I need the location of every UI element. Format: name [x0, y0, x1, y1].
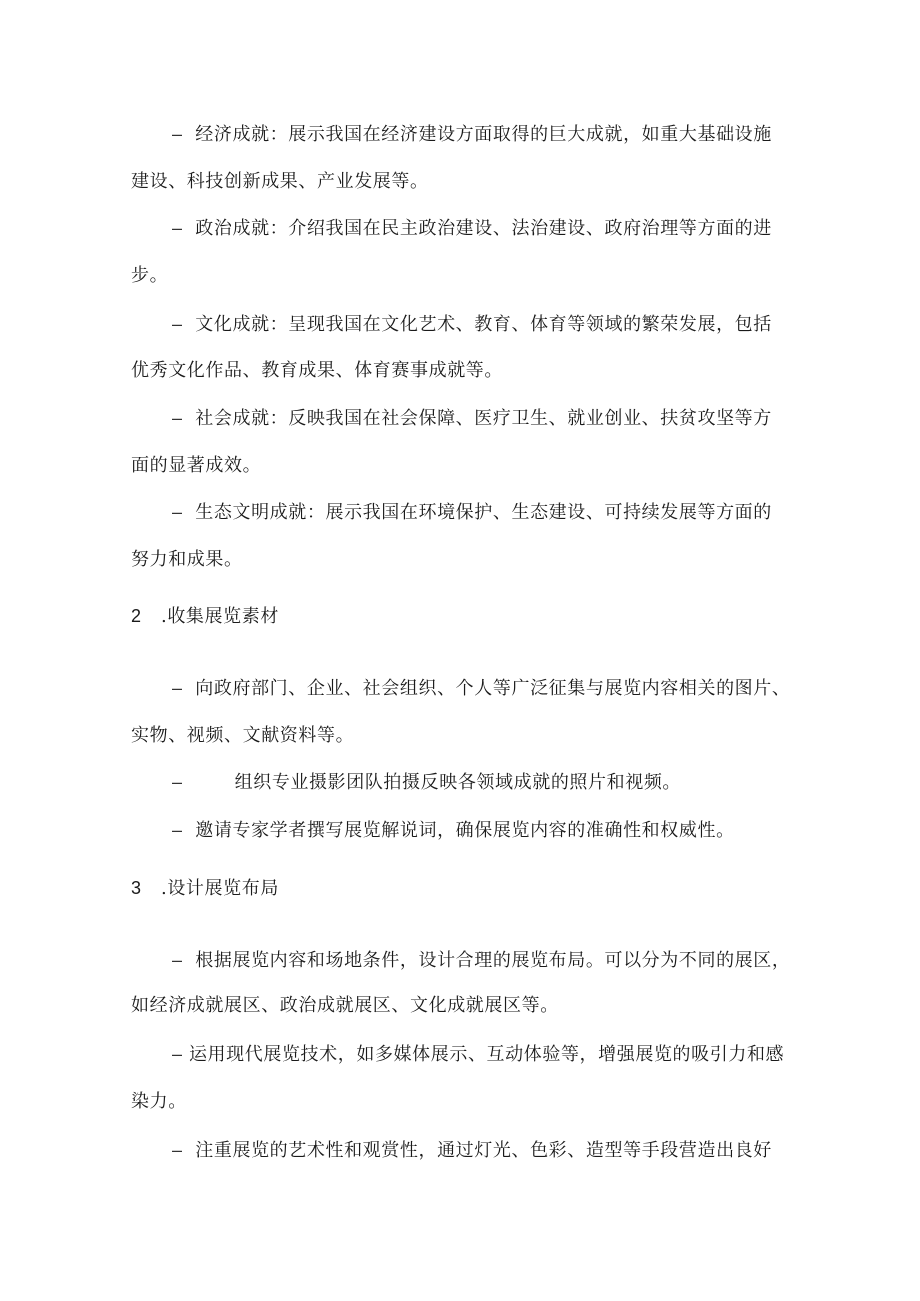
list-item-line [172, 1042, 784, 1067]
bullet-dash: – [172, 820, 183, 840]
list-item-text: 组织专业摄影团队拍摄反映各领域成就的照片和视频。 [234, 772, 682, 793]
list-item-line [172, 948, 790, 973]
list-item-line [131, 359, 503, 383]
section-title: .设计展览布局 [161, 878, 279, 899]
list-item-text: 邀请专家学者撰写展览解说词，确保展览内容的准确性和权威性。 [195, 820, 735, 841]
list-item-text: 步。 [131, 265, 169, 286]
bullet-dash: – [172, 314, 183, 334]
bullet-dash: – [172, 124, 183, 144]
bullet-dash: – [172, 1044, 183, 1064]
list-item-text: 努力和成果。 [131, 549, 243, 570]
list-item-text: 文化成就：呈现我国在文化艺术、教育、体育等领域的繁荣发展，包括 [195, 314, 772, 335]
list-item-line [172, 312, 772, 337]
list-item-text: 经济成就：展示我国在经济建设方面取得的巨大成就，如重大基础设施 [195, 124, 772, 145]
bullet-dash: – [172, 502, 183, 522]
list-item-line [131, 724, 354, 748]
bullet-dash: – [172, 1140, 183, 1160]
list-item-line [172, 818, 735, 843]
list-item-line [131, 548, 243, 572]
list-item-line [172, 676, 790, 701]
list-item-text: 注重展览的艺术性和观赏性，通过灯光、色彩、造型等手段营造出良好 [195, 1140, 772, 1161]
section-number: 3 [131, 878, 142, 898]
list-item-line [131, 1090, 187, 1114]
list-item-text: 运用现代展览技术，如多媒体展示、互动体验等，增强展览的吸引力和感 [188, 1044, 785, 1065]
list-item-line [172, 500, 772, 525]
bullet-dash: – [172, 218, 183, 238]
list-item-line [172, 770, 681, 795]
section-heading [131, 604, 279, 629]
list-item-text: 染力。 [131, 1091, 187, 1112]
bullet-dash: – [172, 772, 183, 792]
section-title: .收集展览素材 [161, 606, 279, 627]
list-item-text: 优秀文化作品、教育成果、体育赛事成就等。 [131, 360, 503, 381]
section-heading [131, 876, 279, 901]
list-item-line [131, 994, 559, 1018]
list-item-text: 实物、视频、文献资料等。 [131, 725, 355, 746]
section-number: 2 [131, 606, 142, 626]
list-item-text: 根据展览内容和场地条件，设计合理的展览布局。可以分为不同的展区， [195, 950, 791, 971]
bullet-dash: – [172, 408, 183, 428]
list-item-text: 向政府部门、企业、社会组织、个人等广泛征集与展览内容相关的图片、 [195, 678, 791, 699]
list-item-text: 社会成就：反映我国在社会保障、医疗卫生、就业创业、扶贫攻坚等方 [195, 408, 772, 429]
list-item-line [172, 1138, 772, 1163]
list-item-line [172, 122, 772, 147]
list-item-line [131, 170, 429, 194]
list-item-line [131, 264, 168, 288]
list-item-line [131, 454, 261, 478]
list-item-text: 如经济成就展区、政治成就展区、文化成就展区等。 [131, 995, 559, 1016]
list-item-line [172, 216, 772, 241]
bullet-dash: – [172, 950, 183, 970]
list-item-text: 面的显著成效。 [131, 455, 262, 476]
list-item-line [172, 406, 772, 431]
list-item-text: 政治成就：介绍我国在民主政治建设、法治建设、政府治理等方面的进 [195, 218, 772, 239]
list-item-text: 建设、科技创新成果、产业发展等。 [131, 171, 429, 192]
bullet-dash: – [172, 678, 183, 698]
list-item-text: 生态文明成就：展示我国在环境保护、生态建设、可持续发展等方面的 [195, 502, 772, 523]
